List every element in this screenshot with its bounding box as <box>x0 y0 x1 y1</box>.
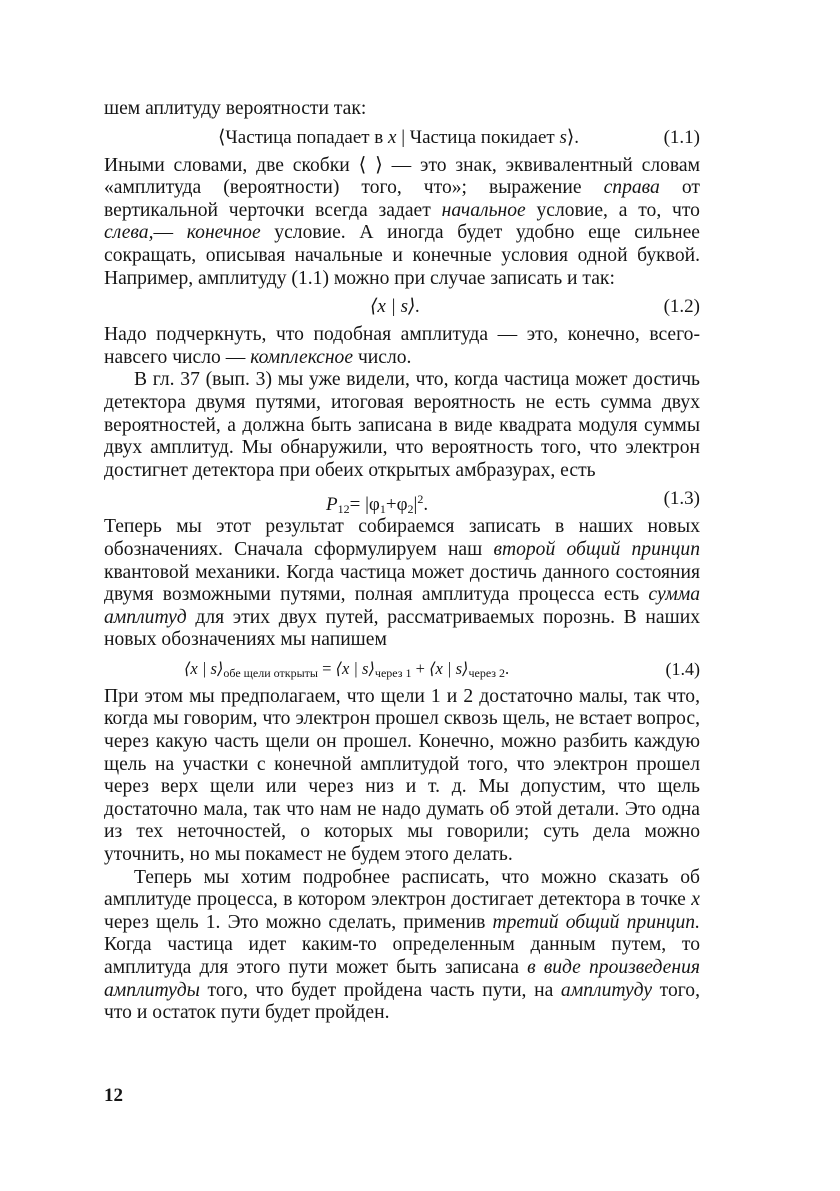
paragraph-0: шем аплитуду вероятности так: <box>104 98 367 119</box>
paragraph-2: Надо подчеркнуть, что подобная амплитуда — это, конечно, всего-навсего число — комплексное число. <box>104 324 700 368</box>
paragraph-6: Теперь мы хотим подробнее расписать, что можно сказать об амплитуде процесса, в котором электрон достигает детектора в точке x через щель 1. Это можно сделать, применив третий общий принцип. Когда частица идет каким-то определенным данным путем, то амплитуда для этого пути может быть записана в виде произведения амплитуды того, что будет пройдена часть пути, на амплитуду того, что и остаток пути будет пройден. <box>104 866 701 1024</box>
equation-1-3-number: (1.3) <box>663 488 700 510</box>
equation-1-2-number: (1.2) <box>663 296 700 318</box>
paragraph-4: Теперь мы этот результат собираемся записать в наших новых обозначениях. Сначала сформулируем наш второй общий принцип квантовой механики. Когда частица может достичь данного состояния двумя возможными путями, полная амплитуда процесса есть сумма амплитуд для этих двух путей, рассматриваемых порознь. В наших новых обозначениях мы напишем <box>104 516 700 651</box>
equation-1-2-expression: ⟨x | s⟩. <box>370 296 421 318</box>
paragraph-5: При этом мы предполагаем, что щели 1 и 2 достаточно малы, так что, когда мы говорим, что электрон прошел сквозь щель, не встает вопрос, через какую часть щели он прошел. Конечно, можно разбить каждую щель на участки с конечной амплитудой того, что электрон прошел через верх щели или через низ и т. д. Мы допустим, что щель достаточно мала, так что нам не надо думать об этой детали. Это одна из тех неточностей, о которых мы говорили; суть дела можно уточнить, но мы покамест не будем этого делать. <box>104 685 700 866</box>
paragraph-1: Иными словами, две скобки ⟨ ⟩ — это знак, эквивалентный словам «амплитуда (вероятности) того, что»; выражение справа от вертикальной черточки всегда задает начальное условие, а то, что слева,— конечное условие. А иногда будет удобно еще сильнее сокращать, описывая начальные и конечные условия одной буквой. Например, амплитуду (1.1) можно при случае записать и так: <box>104 154 700 289</box>
equation-1-3 <box>104 486 700 517</box>
page-body <box>104 98 700 1025</box>
equation-1-1-number: (1.1) <box>663 126 700 148</box>
equation-1-4-expression: ⟨x | $s⟩_{обе щели открыты}$ = ⟨x | $s⟩_{через 1}$ + ⟨x | $s⟩_{через 2}$. <box>184 658 510 680</box>
equation-1-1-expression: ⟨Частица попадает в x | Частица покидает s⟩. <box>218 126 580 148</box>
equation-1-2 <box>104 294 700 320</box>
equation-1-3-expression: $P_{12}= |\varphi_1+\varphi_2|^2$. <box>326 492 429 517</box>
equation-1-4 <box>104 656 700 682</box>
equation-1-4-number: (1.4) <box>665 658 700 679</box>
page-number: 12 <box>104 1085 123 1106</box>
equation-1-1 <box>104 125 700 151</box>
paragraph-3: В гл. 37 (вып. 3) мы уже видели, что, когда частица может достичь детектора двумя путями, итоговая вероятность не есть сумма двух вероятностей, а должна быть записана в виде квадрата модуля суммы двух амплитуд. Мы обнаружили, что вероятность того, что электрон достигнет детектора при обеих открытых амбразурах, есть <box>104 369 700 481</box>
